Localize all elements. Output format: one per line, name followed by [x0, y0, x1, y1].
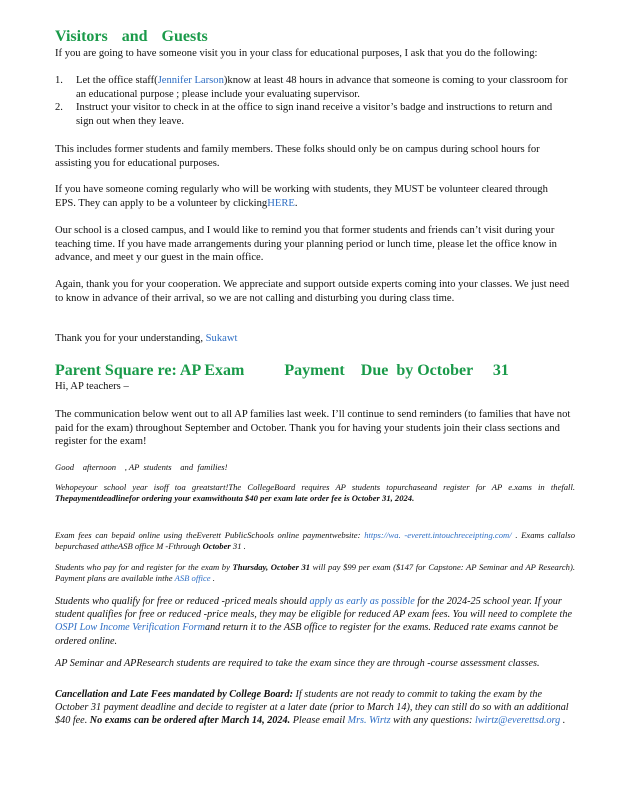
parent-square-heading: Parent Square re: AP Exam Payment Due by October 31	[55, 362, 509, 379]
step-number: 2.	[55, 102, 63, 114]
asb-office-link[interactable]: ASB office	[174, 573, 211, 584]
email-link[interactable]: lwirtz@everettsd.org	[474, 715, 561, 727]
visitor-steps-list	[55, 74, 570, 128]
mrs-wirtz-link[interactable]: Mrs. Wirtz	[347, 715, 391, 727]
ospi-form-link[interactable]: OSPI Low Income Verification Form	[55, 622, 205, 634]
sukawt-link[interactable]: Sukawt	[205, 333, 238, 344]
volunteer-here-link[interactable]: HERE	[267, 197, 295, 209]
visitor-step-2: 2. Instruct your visitor to check in at the office to sign inand receive a visitor’s badge and instructions to return and sign out when they leave.	[55, 102, 553, 127]
visitors-para-former-students: This includes former students and family members. These folks should only be on campus during school hours for assisting you for educational purposes.	[55, 144, 540, 169]
payment-website-link[interactable]: https://wa. -everett.intouchreceipting.com/	[364, 530, 512, 540]
visitor-step-1: 1. Let the office staff(Jennifer Larson)know at least 48 hours in advance that someone is coming to your classroom for an educational purpose ; please include your evaluating supervisor.	[55, 75, 568, 100]
step-number: 1.	[55, 75, 63, 86]
msg-cancellation-fees: Cancellation and Late Fees mandated by College Board: If students are not ready to commit to taking the exam by the October 31 payment deadline and decide to register at a later date (prior to March 14), they can still do so with an additional $40 fee. No exams can be ordered after March 14, 2024. Please email Mrs. Wirtz with any questions: lwirtz@everettsd.org .	[55, 689, 569, 727]
msg-greeting: Good afternoon , AP students and families!	[55, 462, 228, 472]
msg-exam-prices: Students who pay for and register for the exam by Thursday, October 31 will pay $99 per exam ($147 for Capstone: AP Seminar and AP Research). Payment plans are available inthe ASB office .	[55, 562, 575, 584]
visitors-heading: Visitors and Guests	[55, 28, 208, 45]
visitors-intro: If you are going to have someone visit you in your class for educational purposes, I ask that you do the following:	[55, 48, 538, 59]
visitors-para-closed-campus: Our school is a closed campus, and I would like to remind you that former students and friends can’t visit during your teaching time. If you have made arrangements during your planning period or lunch time, please let the office know in advance, and meet y our guest in the main office.	[55, 225, 557, 264]
msg-payment-deadline: Wehopeyour school year isoff toa greatstart!The CollegeBoard requires AP students topurchaseand register for AP e.xams in thefall. Thepaymentdeadlinefor ordering your examwithouta $40 per exam late order fee is October 31, 2024.	[55, 482, 575, 504]
msg-free-reduced-meals: Students who qualify for free or reduced -priced meals should apply as early as possible for the 2024-25 school year. If your student qualifies for free or reduced -price meals, they may be eligible for reduced AP exam fees. You will need to complete the OSPI Low Income Verification Formand return it to the ASB office to register for the exams. Reduced rate exams cannot be ordered online.	[55, 596, 572, 647]
apply-early-link[interactable]: apply as early as possible	[309, 596, 415, 607]
visitors-thanks-line: Thank you for your understanding, Sukawt	[55, 333, 238, 344]
visitors-para-thanks-cooperation: Again, thank you for your cooperation. We appreciate and support outside experts coming into your classes. We just need to know in advance of their arrival, so we are not calling and disturbing you during class time.	[55, 279, 570, 304]
visitors-para-volunteer: If you have someone coming regularly who will be working with students, they MUST be volunteer cleared through EPS. They can apply to be a volunteer by clickingHERE.	[55, 184, 548, 209]
msg-seminar-research: AP Seminar and APResearch students are required to take the exam since they are through -course assessment classes.	[55, 658, 540, 669]
msg-exam-fees-online: Exam fees can bepaid online using theEverett PublicSchools online paymentwebsite: https://wa. -everett.intouchreceipting.com/ . Exams callalso bepurchased attheASB office M -Fthrough October 31 .	[55, 530, 576, 552]
ps-para-communication: The communication below went out to all AP families last week. I’ll continue to send reminders (to families that have not paid for the exam) throughout September and October. Thank you for having your students join their class sections and register for the exam!	[55, 409, 571, 448]
ap-teachers-greeting: Hi, AP teachers –	[55, 381, 129, 392]
jennifer-larson-link[interactable]: Jennifer Larson	[157, 75, 224, 86]
